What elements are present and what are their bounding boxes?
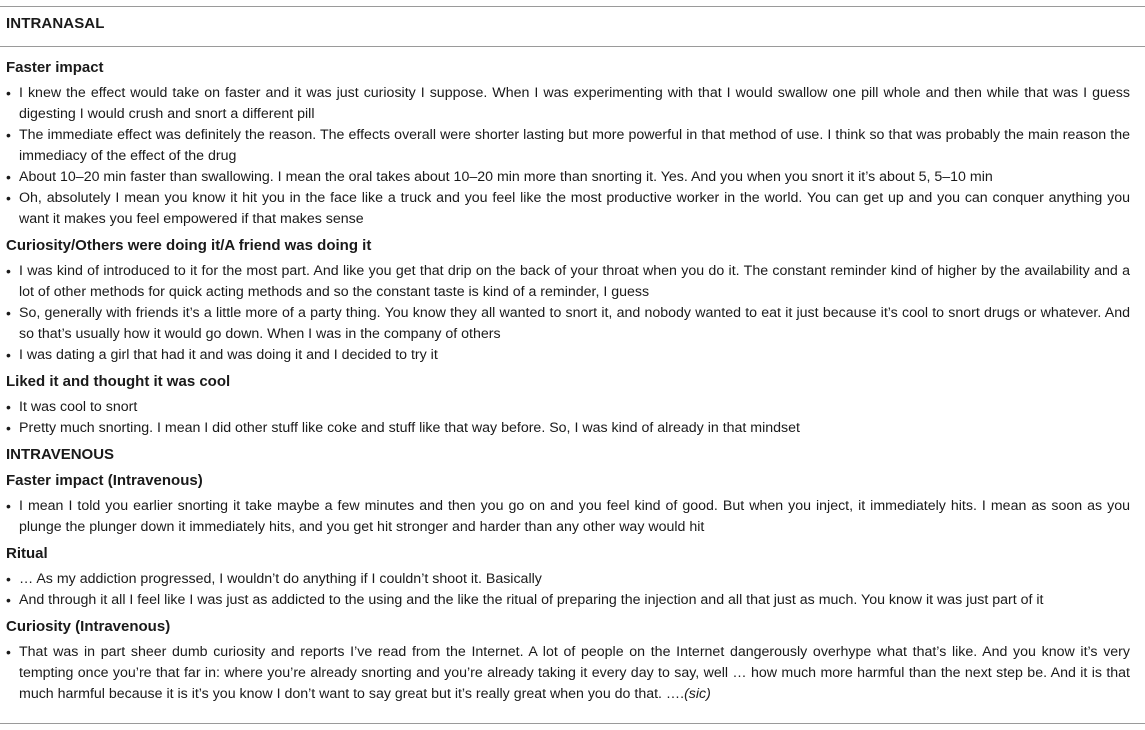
quote-text: So, generally with friends it’s a little more of a party thing. You know they all wanted to snort it, and nobody wanted to eat it just because it’s cool to snort drugs or whatever. And so that’s usually how it would go down. When I was in the company of others xyxy=(19,305,1130,342)
quote-text: I knew the effect would take on faster and it was just curiosity I suppose. When I was experimenting with that I would swallow one pill whole and then while that was I guess digesting I would crush and snort a different pill xyxy=(19,85,1130,122)
quote-list xyxy=(6,496,1130,538)
quote-text: The immediate effect was definitely the reason. The effects overall were shorter lasting but more powerful in that method of use. I think so that was probably the main reason the immediacy of the effect of the drug xyxy=(19,127,1130,164)
theme-subheader: Liked it and thought it was cool xyxy=(6,373,231,390)
quote-list xyxy=(6,569,1130,611)
quote-text: I mean I told you earlier snorting it take maybe a few minutes and then you go on and you feel kind of good. But when you inject, it immediately hits. I mean as soon as you plunge the plunger down it immediately hits, and you get hit stronger and harder than any other way would hit xyxy=(19,498,1130,535)
bullet-icon: • xyxy=(6,127,11,143)
bullet-icon: • xyxy=(6,644,11,660)
quote-item xyxy=(6,83,1130,125)
theme-subheader: Curiosity (Intravenous) xyxy=(6,618,171,635)
header-rule xyxy=(0,46,1145,47)
table-title: INTRANASAL xyxy=(6,15,105,32)
quote-item xyxy=(6,188,1130,230)
quote-item xyxy=(6,496,1130,538)
bullet-icon: • xyxy=(6,263,11,279)
bottom-rule xyxy=(0,723,1145,724)
bullet-icon: • xyxy=(6,190,11,206)
quote-list xyxy=(6,261,1130,366)
bullet-icon: • xyxy=(6,571,11,587)
theme-subheader: Faster impact xyxy=(6,59,104,76)
bullet-icon: • xyxy=(6,169,11,185)
quote-item xyxy=(6,345,1130,366)
quote-item xyxy=(6,418,1130,439)
bullet-icon: • xyxy=(6,85,11,101)
quote-list xyxy=(6,642,1130,705)
quote-text: It was cool to snort xyxy=(19,399,138,415)
bullet-icon: • xyxy=(6,305,11,321)
bullet-icon: • xyxy=(6,592,11,608)
quote-text: That was in part sheer dumb curiosity and reports I’ve read from the Internet. A lot of people on the Internet dangerously overhype what that’s like. And you know it’s very tempting once you’re that far in: where you’re already snorting and you’re already taking it every day to say, well … how much more harmful than the next step be. And it is that much harmful because it is it’s you know I don’t want to say great but it’s really great when you do that. …. xyxy=(19,644,1130,702)
quote-text: I was dating a girl that had it and was doing it and I decided to try it xyxy=(19,347,438,363)
table-body xyxy=(6,57,1130,710)
quote-item xyxy=(6,397,1130,418)
quote-list xyxy=(6,397,1130,439)
quote-item xyxy=(6,125,1130,167)
theme-subheader: Ritual xyxy=(6,545,48,562)
bullet-icon: • xyxy=(6,420,11,436)
bullet-icon: • xyxy=(6,498,11,514)
quote-text: About 10–20 min faster than swallowing. I mean the oral takes about 10–20 min more than snorting it. Yes. And you when you snort it it’s about 5, 5–10 min xyxy=(19,169,993,185)
sic-note: (sic) xyxy=(684,686,711,702)
quote-list xyxy=(6,83,1130,230)
quote-item xyxy=(6,569,1130,590)
quote-item xyxy=(6,642,1130,705)
section-header: INTRAVENOUS xyxy=(6,446,115,463)
quote-item xyxy=(6,590,1130,611)
quote-text: Pretty much snorting. I mean I did other stuff like coke and stuff like that way before. So, I was kind of already in that mindset xyxy=(19,420,800,436)
theme-subheader: Faster impact (Intravenous) xyxy=(6,472,203,489)
quote-item xyxy=(6,303,1130,345)
bullet-icon: • xyxy=(6,347,11,363)
bullet-icon: • xyxy=(6,399,11,415)
quote-item xyxy=(6,167,1130,188)
quote-text: Oh, absolutely I mean you know it hit you in the face like a truck and you feel like the most productive worker in the world. You can get up and you can conquer anything you want it makes you feel empowered if that makes sense xyxy=(19,190,1130,227)
quote-item xyxy=(6,261,1130,303)
quote-text: And through it all I feel like I was just as addicted to the using and the like the ritual of preparing the injection and all that just as much. You know it was just part of it xyxy=(19,592,1044,608)
theme-subheader: Curiosity/Others were doing it/A friend was doing it xyxy=(6,237,372,254)
top-rule xyxy=(0,6,1145,7)
quote-text: … As my addiction progressed, I wouldn’t do anything if I couldn’t shoot it. Basically xyxy=(19,571,542,587)
quote-text: I was kind of introduced to it for the most part. And like you get that drip on the back of your throat when you do it. The constant reminder kind of higher by the availability and a lot of other methods for quick acting methods and so the constant taste is kind of a reminder, I guess xyxy=(19,263,1130,300)
